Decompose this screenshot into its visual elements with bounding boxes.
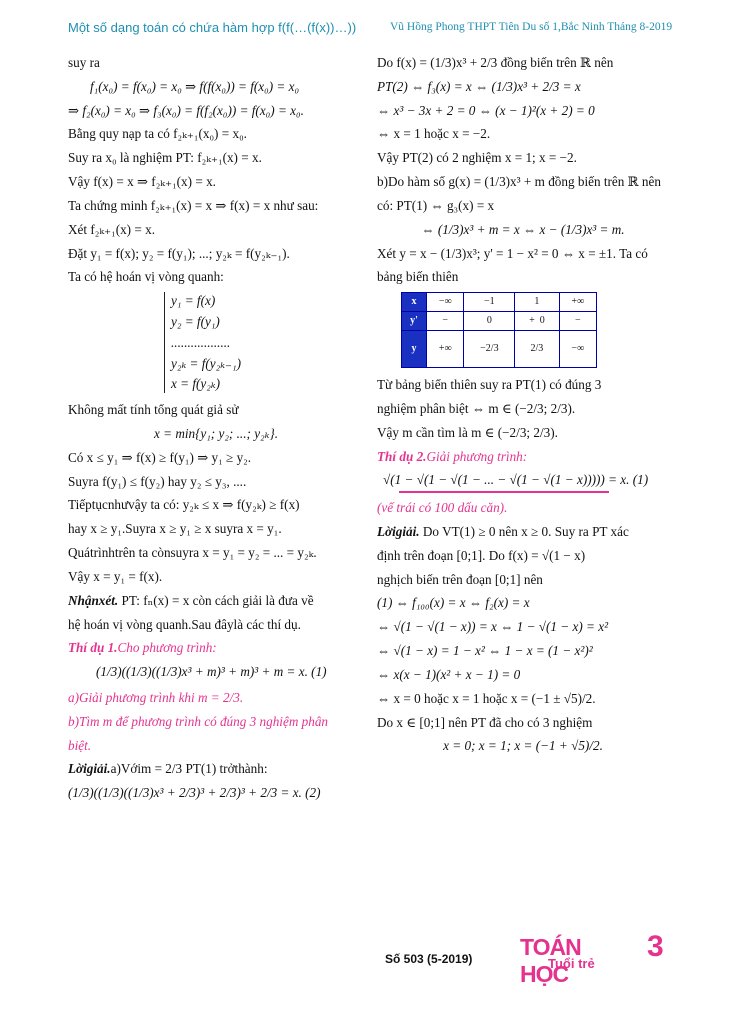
table-cell — [515, 312, 559, 331]
logo-text-bottom: Tuổi trẻ — [548, 956, 595, 971]
table-cell-text: 0 — [539, 315, 545, 327]
equation-nested-root: √(1 − √(1 − √(1 − ... − √(1 − √(1 − x))))) = x. (1) — [383, 472, 649, 488]
example-2-prompt: Giải phương trình: — [426, 448, 528, 464]
system-row: y₂ = f(y₁) — [171, 313, 220, 329]
text-line: định trên đoạn [0;1]. Do f(x) = √(1 − x) — [377, 547, 586, 563]
table-cell: − — [427, 312, 464, 331]
table-cell: −2/3 — [464, 331, 515, 368]
table-cell: +∞ — [559, 293, 596, 312]
table-cell: 2/3 — [515, 331, 559, 368]
right-column — [377, 54, 669, 761]
table-label: x — [402, 293, 427, 312]
part-b-cont: biệt. — [68, 737, 92, 753]
math-line: ⇔ (1/3)x³ + m = x ⇔ x − (1/3)x³ = m. — [421, 221, 625, 237]
math-line: PT(2) ⇔ f₃(x) = x ⇔ (1/3)x³ + 2/3 = x — [377, 78, 581, 94]
math-line: ⇔ √(1 − √(1 − x)) = x ⇔ 1 − √(1 − x) = x² — [377, 619, 609, 635]
text-line: Do x ∈ [0;1] nên PT đã cho có 3 nghiệm — [377, 714, 593, 730]
issue-number: Số 503 (5-2019) — [385, 952, 473, 966]
header-title: Một số dạng toán có chứa hàm hợp f(f(…(f(x))…)) — [68, 20, 357, 35]
math-line: ⇔ x³ − 3x + 2 = 0 ⇔ (x − 1)²(x + 2) = 0 — [377, 102, 595, 118]
text-line: Suy ra x₀ là nghiệm PT: f₂ₖ₊₁(x) = x. — [68, 150, 262, 166]
system-row: y₂ₖ = f(y₂ₖ₋₁) — [171, 355, 241, 371]
table-cell: +∞ — [427, 331, 464, 368]
math-line: ⇒ f₂(x₀) = x₀ ⇒ f₃(x₀) = f(f₂(x₀)) = f(x₀) = x₀. — [68, 102, 304, 118]
text-line: Do f(x) = (1/3)x³ + 2/3 đồng biến trên ℝ nên — [377, 55, 614, 70]
remark-line — [68, 592, 364, 610]
text-line: Ta có hệ hoán vị vòng quanh: — [68, 269, 224, 285]
remark-text: PT: fₙ(x) = x còn cách giải là đưa về — [118, 592, 314, 608]
text-line: có: PT(1) ⇔ g₃(x) = x — [377, 197, 495, 213]
part-b: b)Tìm m để phương trình có đúng 3 nghiệm phân — [68, 713, 329, 729]
magazine-logo — [520, 932, 614, 987]
page-number: 3 — [647, 930, 664, 963]
table-cell: 0 — [464, 312, 515, 331]
remark-line: hệ hoán vị vòng quanh.Sau đâylà các thí dụ. — [68, 616, 301, 632]
table-cell-text: + — [529, 315, 535, 327]
logo-text-top: TOÁN HỌC — [520, 934, 581, 987]
table-cell: 1 — [515, 293, 559, 312]
text-line: Đặt y₁ = f(x); y₂ = f(y₁); ...; y₂ₖ = f(y₂ₖ₋₁). — [68, 245, 290, 261]
text-line: Không mất tính tổng quát giả sử — [68, 402, 239, 418]
note: (vế trái có 100 dấu căn). — [377, 500, 508, 516]
solution-text: a)Vớim = 2/3 PT(1) trởthành: — [110, 761, 268, 777]
text-line: ⇔ x = 0 hoặc x = 1 hoặc x = (−1 ± √5)/2. — [377, 690, 596, 706]
text-line: Có x ≤ y₁ ⇒ f(x) ≥ f(y₁) ⇒ y₁ ≥ y₂. — [68, 449, 252, 465]
system-row: y₁ = f(x) — [171, 293, 216, 309]
text-line: Suyra f(y₁) ≤ f(y₂) hay y₂ ≤ y₃, .... — [68, 473, 247, 489]
table-label: y — [402, 331, 427, 368]
left-column — [68, 54, 364, 810]
text-line: hay x ≥ y₁.Suyra x ≥ y₁ ≥ x suyra x = y₁. — [68, 521, 282, 537]
solution-line — [68, 760, 364, 778]
variation-table — [401, 292, 597, 368]
example-2-label: Thí dụ 2. — [377, 448, 427, 464]
example-2-heading — [377, 448, 669, 466]
table-cell: −∞ — [427, 293, 464, 312]
example-1-label: Thí dụ 1. — [68, 640, 118, 656]
text-line: nghịch biến trên đoạn [0;1] nên — [377, 571, 543, 587]
text-line: nghiệm phân biệt ⇔ m ∈ (−2/3; 2/3). — [377, 400, 576, 416]
text-line: suy ra — [68, 55, 100, 70]
math-line: (1) ⇔ f₁₀₀(x) = x ⇔ f₂(x) = x — [377, 595, 530, 611]
text-line: Xét y = x − (1/3)x³; y' = 1 − x² = 0 ⇔ x = ±1. Ta có — [377, 245, 648, 261]
text-line: Vậy x = y₁ = f(x). — [68, 568, 163, 584]
system-row: .................. — [171, 334, 231, 350]
math-line: ⇔ √(1 − x) = 1 − x² ⇔ 1 − x = (1 − x²)² — [377, 643, 593, 659]
math-line: ⇔ x(x − 1)(x² + x − 1) = 0 — [377, 666, 521, 682]
solution-label: Lờigiải. — [68, 761, 111, 777]
table-label: y' — [402, 312, 427, 331]
math-line: f₁(x₀) = f(x₀) = x₀ ⇒ f(f(x₀)) = f(x₀) = x₀ — [90, 78, 300, 94]
final-answer: x = 0; x = 1; x = (−1 + √5)/2. — [443, 738, 603, 754]
text-line: b)Do hàm số g(x) = (1/3)x³ + m đồng biến trên ℝ nên — [377, 174, 661, 190]
text-line: Từ bảng biến thiên suy ra PT(1) có đúng 3 — [377, 377, 602, 393]
table-cell: −∞ — [559, 331, 596, 368]
text-line: bảng biến thiên — [377, 269, 459, 285]
part-a: a)Giải phương trình khi m = 2/3. — [68, 689, 244, 705]
header-author: Vũ Hồng Phong THPT Tiên Du số 1,Bắc Ninh Tháng 8-2019 — [390, 21, 673, 33]
text-line: Bằng quy nạp ta có f₂ₖ₊₁(x₀) = x₀. — [68, 126, 247, 142]
example-1-heading — [68, 639, 364, 657]
text-line: Vậy f(x) = x ⇒ f₂ₖ₊₁(x) = x. — [68, 174, 216, 190]
text-line: Quátrìnhtrên ta cònsuyra x = y₁ = y₂ = ... = y₂ₖ. — [68, 545, 317, 561]
text-line: Vậy m cần tìm là m ∈ (−2/3; 2/3). — [377, 424, 558, 440]
text-line: Xét f₂ₖ₊₁(x) = x. — [68, 221, 155, 237]
solution-text: Do VT(1) ≥ 0 nên x ≥ 0. Suy ra PT xác — [419, 524, 629, 539]
system-row: x = f(y₂ₖ) — [171, 376, 221, 392]
math-line: x = min{y₁; y₂; ...; y₂ₖ}. — [153, 426, 279, 441]
text-line: ⇔ x = 1 hoặc x = −2. — [377, 126, 491, 142]
running-header — [68, 20, 685, 40]
decorative-rule — [399, 491, 609, 493]
text-line: Ta chứng minh f₂ₖ₊₁(x) = x ⇒ f(x) = x như sau: — [68, 197, 319, 213]
example-1-prompt: Cho phương trình: — [117, 640, 217, 656]
text-line: Vậy PT(2) có 2 nghiệm x = 1; x = −2. — [377, 150, 577, 166]
equation-1: (1/3)((1/3)((1/3)x³ + m)³ + m)³ + m = x. (1) — [96, 664, 327, 680]
solution-line — [377, 523, 669, 541]
table-cell: − — [559, 312, 596, 331]
solution-label: Lờigiải. — [377, 524, 420, 539]
remark-label: Nhậnxét. — [68, 592, 119, 608]
table-cell: −1 — [464, 293, 515, 312]
permutation-system — [164, 292, 364, 393]
text-line: Tiếptụcnhưvậy ta có: y₂ₖ ≤ x ⇒ f(y₂ₖ) ≥ f(x) — [68, 497, 300, 513]
equation-2: (1/3)((1/3)((1/3)x³ + 2/3)³ + 2/3)³ + 2/3 = x. (2) — [68, 785, 321, 801]
